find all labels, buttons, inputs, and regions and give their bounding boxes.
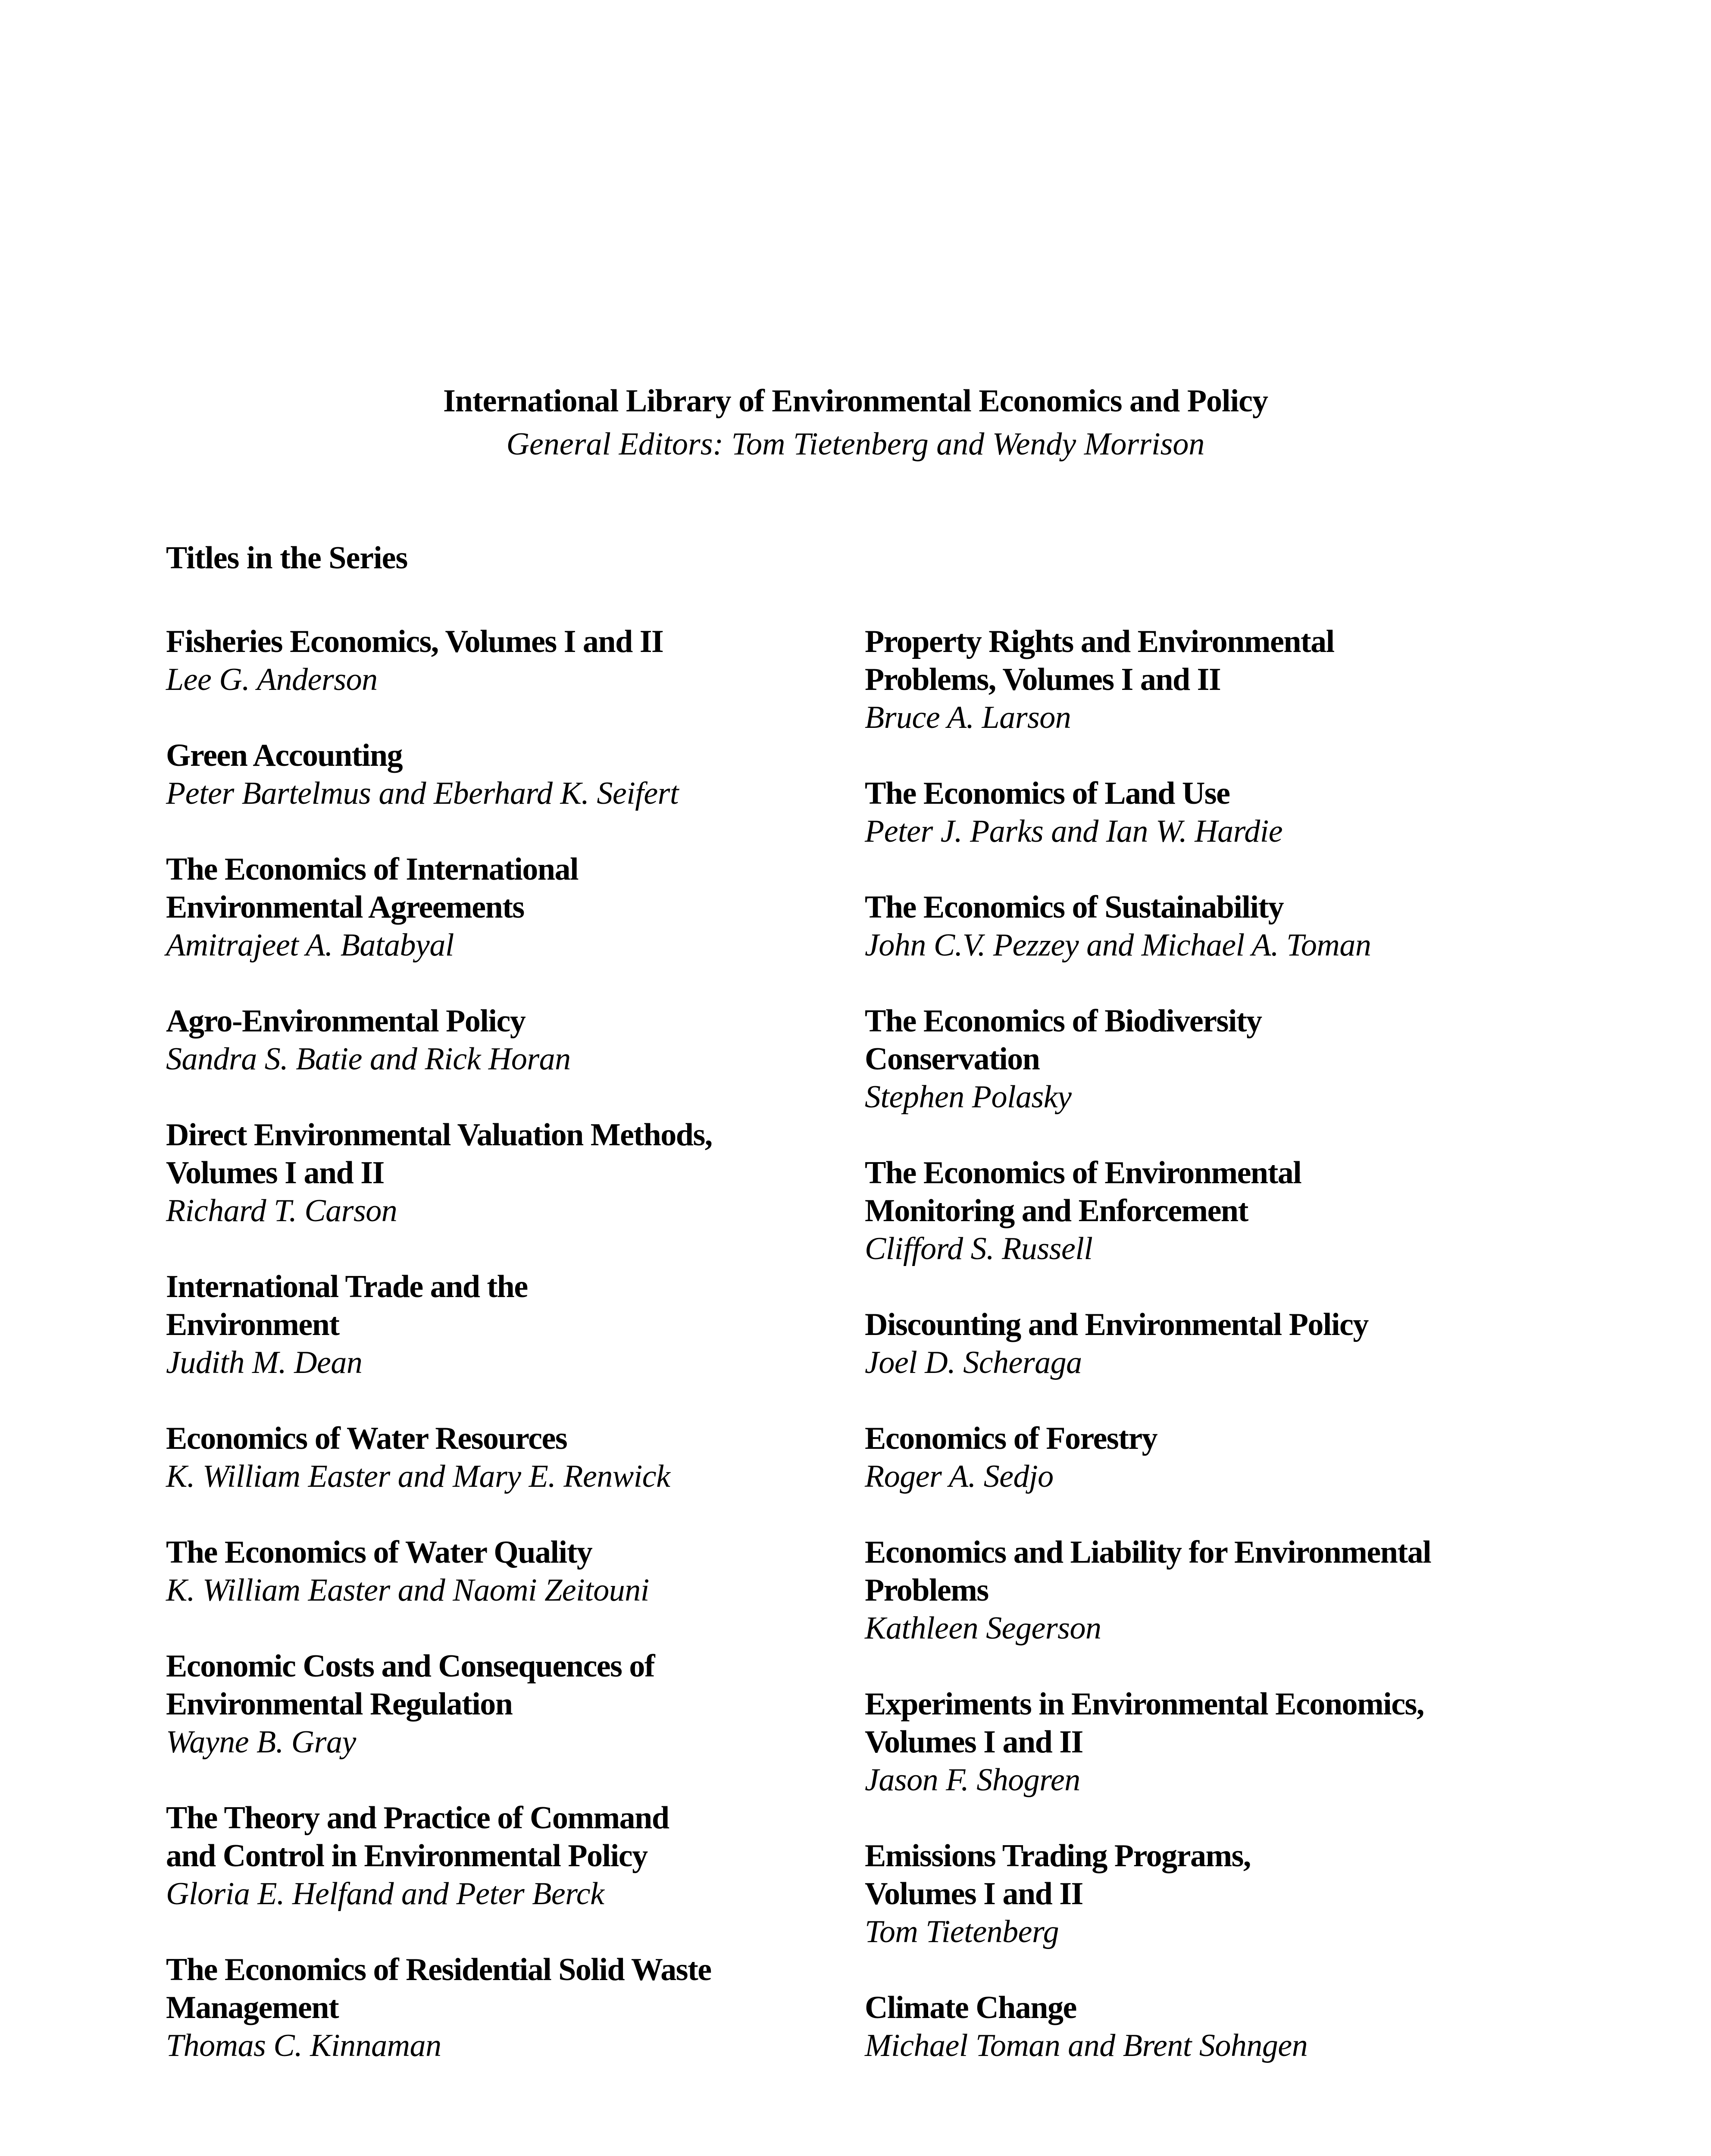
book-title-line: Agro-Environmental Policy [166,1003,525,1039]
book-title [166,1533,838,1571]
book-title-line: Volumes I and II [166,1155,384,1191]
title-entry [166,1533,838,1609]
title-entry [865,1533,1511,1647]
book-title-line: Volumes I and II [865,1876,1083,1912]
book-author: Amitrajeet A. Batabyal [166,928,454,963]
book-title-line: Discounting and Environmental Policy [865,1307,1368,1342]
general-editors: General Editors: Tom Tietenberg and Wendy Morrison [506,426,1205,462]
book-title [865,1837,1511,1913]
book-author: Jason F. Shogren [865,1762,1080,1798]
book-title-line: The Economics of Environmental [865,1155,1301,1191]
book-title [166,1420,838,1457]
book-title-line: Problems, Volumes I and II [865,662,1221,697]
title-entry [865,1420,1511,1495]
book-title [865,1533,1511,1609]
title-entry [166,1799,838,1913]
book-title-line: Experiments in Environmental Economics, [865,1686,1424,1722]
book-title [865,1002,1511,1078]
book-title [166,1799,838,1875]
book-title [865,1685,1511,1761]
book-author: Bruce A. Larson [865,700,1071,735]
book-author: Roger A. Sedjo [865,1459,1054,1494]
book-title-line: Economics of Water Resources [166,1421,567,1456]
book-title [166,736,838,774]
book-title [166,850,838,926]
title-entry [865,1154,1511,1268]
book-author: Peter Bartelmus and Eberhard K. Seifert [166,776,679,811]
book-title-line: Direct Environmental Valuation Methods, [166,1117,712,1153]
book-author: Wayne B. Gray [166,1724,356,1760]
title-entry [865,1989,1511,2065]
book-title [865,623,1511,699]
book-title-line: The Economics of Residential Solid Waste [166,1952,711,1987]
book-title-line: Monitoring and Enforcement [865,1193,1248,1228]
book-title [865,1306,1511,1344]
book-author: Sandra S. Batie and Rick Horan [166,1041,571,1077]
book-author: K. William Easter and Naomi Zeitouni [166,1573,649,1608]
book-title [865,774,1511,812]
book-author: Kathleen Segerson [865,1611,1101,1646]
book-author: Clifford S. Russell [865,1231,1093,1266]
book-title [166,1951,838,2027]
book-title-line: Environmental Regulation [166,1686,513,1722]
title-entry [166,1647,838,1761]
title-entry [865,1306,1511,1382]
book-title-line: Economics and Liability for Environmental [865,1535,1431,1570]
book-title [166,1002,838,1040]
book-title [865,1989,1511,2027]
book-title [166,1647,838,1723]
book-author: Richard T. Carson [166,1193,397,1228]
title-entry [166,1951,838,2065]
title-entry [166,623,838,699]
book-title-line: The Economics of Land Use [865,776,1230,811]
right-column [865,623,1511,2103]
book-title-line: Environment [166,1307,339,1342]
book-title-line: Economics of Forestry [865,1421,1157,1456]
book-title-line: International Trade and the [166,1269,528,1304]
left-column [166,623,838,2103]
title-entry [166,736,838,812]
title-entry [166,1116,838,1230]
book-title-line: The Theory and Practice of Command [166,1800,669,1836]
book-title-line: Volumes I and II [865,1724,1083,1760]
book-title-line: Property Rights and Environmental [865,624,1334,659]
title-entry [865,1685,1511,1799]
book-title-line: and Control in Environmental Policy [166,1838,647,1874]
title-entry [865,888,1511,964]
book-author: Joel D. Scheraga [865,1345,1082,1380]
book-author: Peter J. Parks and Ian W. Hardie [865,814,1283,849]
book-title-line: The Economics of Water Quality [166,1535,592,1570]
book-title-line: Management [166,1990,339,2025]
book-author: Tom Tietenberg [865,1914,1059,1949]
book-title-line: Green Accounting [166,738,403,773]
book-title [865,888,1511,926]
book-author: John C.V. Pezzey and Michael A. Toman [865,928,1371,963]
book-title-line: Conservation [865,1041,1040,1077]
book-title-line: Fisheries Economics, Volumes I and II [166,624,663,659]
title-entry [166,1002,838,1078]
series-title: International Library of Environmental Economics and Policy [443,383,1268,419]
book-title-line: Climate Change [865,1990,1076,2025]
title-entry [865,774,1511,850]
title-entry [865,623,1511,736]
title-entry [865,1837,1511,1951]
book-title [166,1116,838,1192]
book-author: Gloria E. Helfand and Peter Berck [166,1876,604,1912]
book-author: Thomas C. Kinnaman [166,2028,441,2063]
title-entry [166,1268,838,1382]
book-title [865,1420,1511,1457]
book-author: Stephen Polasky [865,1079,1072,1115]
book-title-line: Environmental Agreements [166,890,524,925]
book-author: Judith M. Dean [166,1345,363,1380]
title-entry [166,850,838,964]
book-title-line: The Economics of Biodiversity [865,1003,1262,1039]
book-author: K. William Easter and Mary E. Renwick [166,1459,670,1494]
book-title [166,623,838,661]
series-header [0,379,1711,466]
book-title [865,1154,1511,1230]
book-title-line: The Economics of Sustainability [865,890,1284,925]
book-title [166,1268,838,1344]
book-author: Michael Toman and Brent Sohngen [865,2028,1308,2063]
section-heading: Titles in the Series [166,540,408,576]
book-title-line: Problems [865,1573,988,1608]
book-title-line: The Economics of International [166,852,579,887]
book-title-line: Economic Costs and Consequences of [166,1648,655,1684]
book-author: Lee G. Anderson [166,662,378,697]
title-entry [865,1002,1511,1116]
book-title-line: Emissions Trading Programs, [865,1838,1251,1874]
title-entry [166,1420,838,1495]
